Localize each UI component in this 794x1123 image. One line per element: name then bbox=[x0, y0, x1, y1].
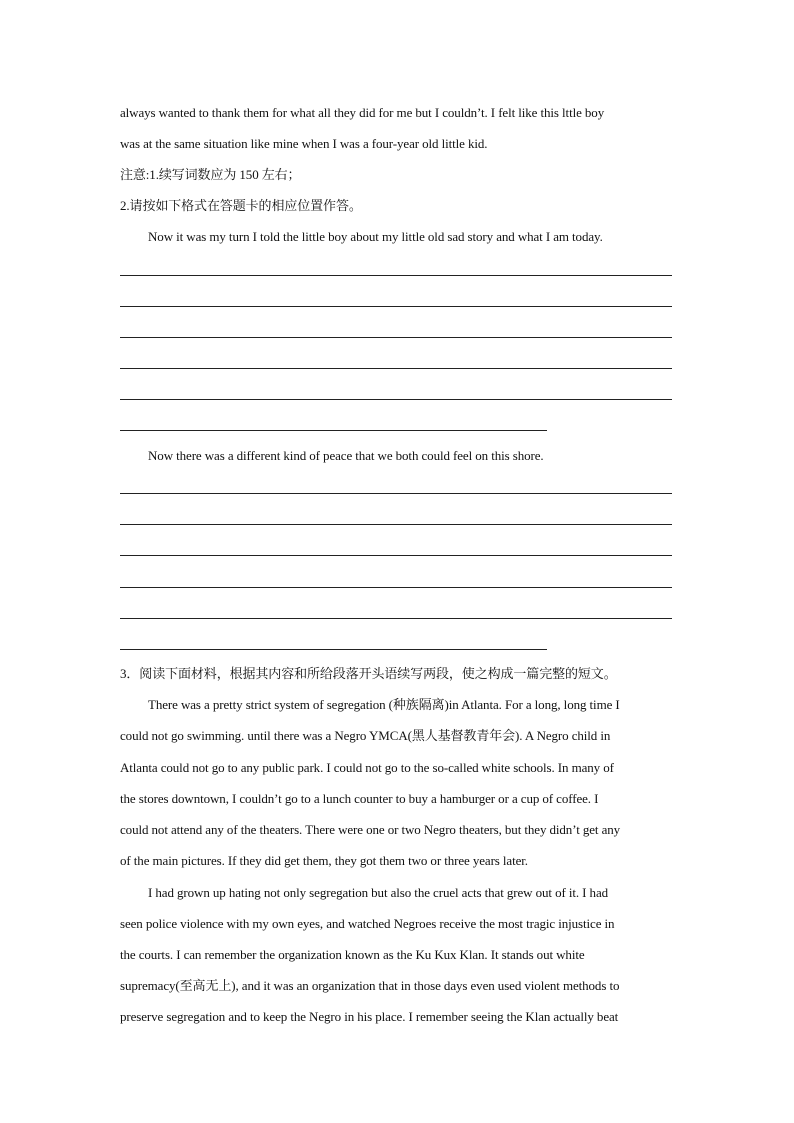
paragraph-1-line: could not go swimming. until there was a Negro YMCA(黑人基督教青年会). A Negro child in bbox=[120, 728, 611, 743]
note-format: 2.请按如下格式在答题卡的相应位置作答。 bbox=[120, 198, 362, 213]
answer-line bbox=[120, 618, 672, 619]
intro-line-1: always wanted to thank them for what all they did for me but I couldn’t. I felt like this lttle boy bbox=[120, 105, 605, 120]
intro-line-2: was at the same situation like mine when I was a four-year old little kid. bbox=[120, 136, 488, 151]
paragraph-2-line: preserve segregation and to keep the Negro in his place. I remember seeing the Klan actually beat bbox=[120, 1009, 619, 1024]
answer-line bbox=[120, 275, 672, 276]
paragraph-1-line: the stores downtown, I couldn’t go to a lunch counter to buy a hamburger or a cup of coffee. I bbox=[120, 791, 599, 806]
paragraph-2-line: I had grown up hating not only segregation but also the cruel acts that grew out of it. I had bbox=[148, 885, 609, 900]
question-3-title: 3．阅读下面材料，根据其内容和所给段落开头语续写两段，使之构成一篇完整的短文。 bbox=[120, 666, 617, 681]
answer-line bbox=[120, 555, 672, 556]
continuation-prompt-1: Now it was my turn I told the little boy about my little old sad story and what I am today. bbox=[148, 229, 603, 244]
paragraph-2-line: seen police violence with my own eyes, and watched Negroes receive the most tragic injustice in bbox=[120, 916, 615, 931]
answer-line bbox=[120, 368, 672, 369]
answer-line bbox=[120, 649, 547, 650]
answer-line bbox=[120, 587, 672, 588]
answer-line bbox=[120, 306, 672, 307]
paragraph-2-line: supremacy(至高无上), and it was an organization that in those days even used violent methods to bbox=[120, 978, 620, 993]
answer-line bbox=[120, 399, 672, 400]
continuation-prompt-2: Now there was a different kind of peace that we both could feel on this shore. bbox=[148, 448, 544, 463]
note-word-count: 注意:1.续写词数应为 150 左右； bbox=[120, 167, 301, 182]
paragraph-1-line: There was a pretty strict system of segregation (种族隔离)in Atlanta. For a long, long time I bbox=[148, 697, 620, 712]
paragraph-1-line: Atlanta could not go to any public park. I could not go to the so-called white schools. In many of bbox=[120, 760, 614, 775]
answer-line bbox=[120, 493, 672, 494]
paragraph-1-line: of the main pictures. If they did get them, they got them two or three years later. bbox=[120, 853, 528, 868]
answer-line bbox=[120, 337, 672, 338]
answer-line bbox=[120, 524, 672, 525]
answer-line bbox=[120, 430, 547, 431]
paragraph-1-line: could not attend any of the theaters. There were one or two Negro theaters, but they didn’t get any bbox=[120, 822, 621, 837]
paragraph-2-line: the courts. I can remember the organization known as the Ku Kux Klan. It stands out white bbox=[120, 947, 585, 962]
